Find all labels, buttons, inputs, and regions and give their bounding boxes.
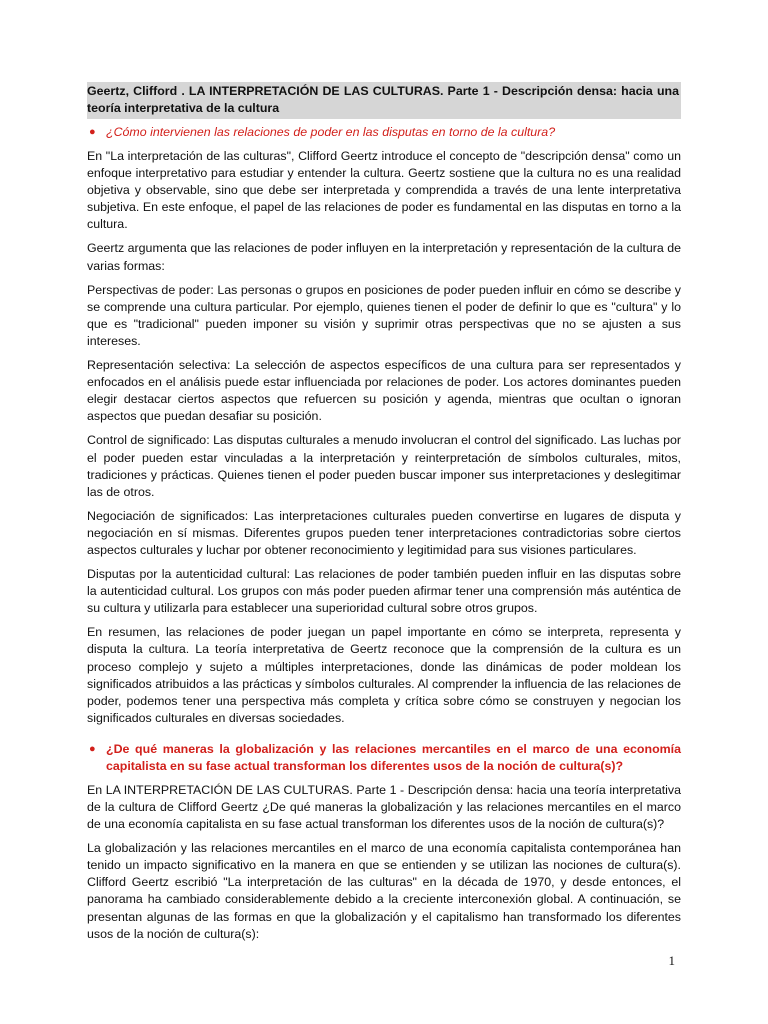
paragraph: La globalización y las relaciones mercantiles en el marco de una economía capitalista contemporánea han tenido un impacto significativo en la manera en que se entienden y se utilizan las nociones de cultura(s). Clifford Geertz escribió "La interpretación de las culturas" en la década de 1970, y desde entonces, el panorama ha cambiado considerablemente debido a la creciente interconexión global. A continuación, se presentan algunas de las formas en que la globalización y el capitalismo han transformado los diferentes usos de la noción de cultura(s): [87, 841, 681, 941]
paragraph: Negociación de significados: Las interpretaciones culturales pueden convertirse en lugares de disputa y negociación en sí mismas. Diferentes grupos pueden tener interpretaciones contradictorias sobre ciertos aspectos culturales y luchar por obtener reconocimiento y legitimidad para sus visiones particulares. [87, 508, 681, 557]
paragraph: Perspectivas de poder: Las personas o grupos en posiciones de poder pueden influir en cómo se describe y se comprende una cultura particular. Por ejemplo, quienes tienen el poder de definir lo que es "cultura" y lo que es "tradicional" pueden imponer su visión y suprimir otras perspectivas que no se ajusten a sus intereses. [87, 282, 681, 348]
paragraph: En resumen, las relaciones de poder juegan un papel importante en cómo se interpreta, representa y disputa la cultura. La teoría interpretativa de Geertz reconoce que la comprensión de la cultura es un proceso complejo y sujeto a múltiples interpretaciones, donde las dinámicas de poder moldean los significados atribuidos a las prácticas y símbolos culturales. Al comprender la influencia de las relaciones de poder, podemos tener una perspectiva más completa y crítica sobre cómo se construyen y negocian los significados culturales en diversas sociedades. [87, 625, 681, 725]
page-number: 1 [668, 953, 675, 968]
bullet-icon: ● [89, 126, 96, 138]
paragraph: Control de significado: Las disputas culturales a menudo involucran el control del significado. Las luchas por el poder pueden estar vinculadas a la interpretación y reinterpretación de símbolos culturales, mitos, tradiciones y prácticas. Quienes tienen el poder pueden buscar imponer sus interpretaciones y deslegitimar las de otros. [87, 433, 681, 499]
question-2-text: ¿De qué maneras la globalización y las relaciones mercantiles en el marco de una economía capitalista en su fase actual transforman los diferentes usos de la noción de cultura(s)? [106, 741, 681, 773]
paragraph: Geertz argumenta que las relaciones de poder influyen en la interpretación y representación de la cultura de varias formas: [87, 241, 681, 273]
question-2 [87, 741, 681, 775]
paragraph: Disputas por la autenticidad cultural: Las relaciones de poder también pueden influir en las disputas sobre la autenticidad cultural. Los grupos con más poder pueden afirmar tener una comprensión más auténtica de su cultura y utilizarla para establecer una superioridad cultural sobre otros grupos. [87, 567, 681, 616]
paragraph: En LA INTERPRETACIÓN DE LAS CULTURAS. Parte 1 - Descripción densa: hacia una teoría interpretativa de la cultura de Clifford Geertz ¿De qué maneras la globalización y las relaciones mercantiles en el marco de una economía capitalista en su fase actual transforman los diferentes usos de la noción de cultura(s)? [87, 782, 681, 832]
bullet-icon: ● [89, 742, 96, 755]
paragraph: En "La interpretación de las culturas", Clifford Geertz introduce el concepto de "descripción densa" como un enfoque interpretativo para estudiar y entender la cultura. Geertz sostiene que la cultura no es una realidad objetiva y observable, sino que debe ser interpretada y comprendida a través de una lente interpretativa subjetiva. En este enfoque, el papel de las relaciones de poder es fundamental en las disputas en torno a la cultura. [87, 149, 681, 232]
question-1-text: ¿Cómo intervienen las relaciones de poder en las disputas en torno de la cultura? [106, 125, 556, 139]
document-title: Geertz, Clifford . LA INTERPRETACIÓN DE LAS CULTURAS. Parte 1 - Descripción densa: hacia una teoría interpretativa de la cultura [87, 82, 681, 119]
paragraph: Representación selectiva: La selección de aspectos específicos de una cultura para ser representados y enfocados en el análisis puede estar influenciada por relaciones de poder. Los actores dominantes pueden elegir destacar ciertos aspectos que refuercen su posición y agenda, mientras que ocultan o ignoran aspectos que puedan desafiar su posición. [87, 358, 681, 424]
question-1 [87, 124, 681, 141]
